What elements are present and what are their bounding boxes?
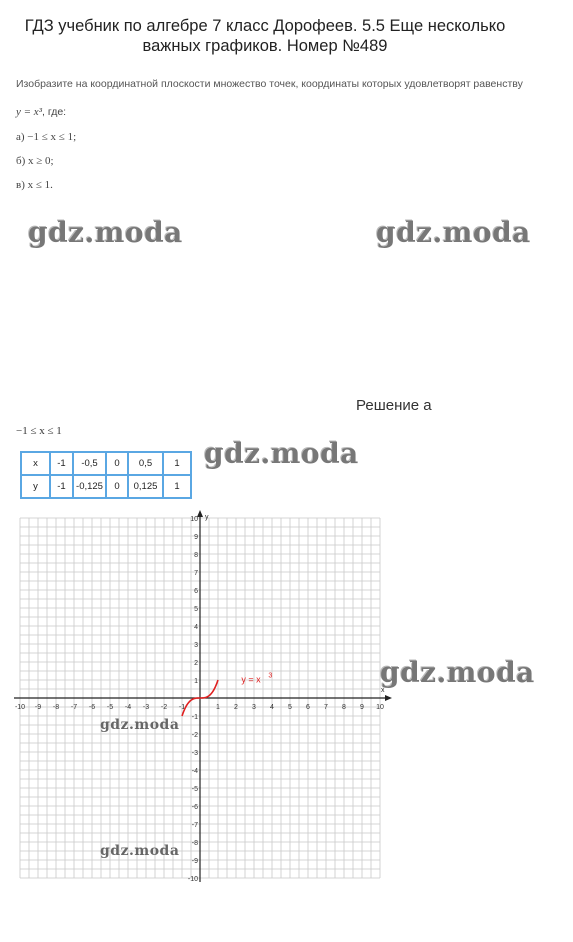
watermark: gdz.moda [376,216,531,249]
table-cell: 1 [163,452,191,475]
y-tick-label: -5 [191,786,198,793]
x-axis-arrow [385,695,392,701]
task-item-c: в) x ≤ 1. [16,179,53,191]
x-tick-label: 1 [216,704,220,711]
y-tick-label: -3 [191,750,198,757]
x-tick-label: -10 [14,704,26,711]
y-tick-label: -6 [191,804,198,811]
table-cell: 1 [163,475,191,498]
x-tick-label: 7 [324,704,328,711]
table-cell: -1 [50,452,73,475]
table-cell: y [21,475,50,498]
table-cell: x [21,452,50,475]
x-tick-label: -6 [88,704,96,711]
y-tick-label: -10 [187,876,198,883]
x-tick-label: -3 [142,704,150,711]
table-cell: 0 [106,475,128,498]
x-tick-label: 6 [306,704,310,711]
y-tick-label: 1 [194,678,198,685]
table-cell: 0 [106,452,128,475]
task-text: Изобразите на координатной плоскости множество точек, координаты которых удовлетворят равенству [16,78,523,90]
table-cell: 0,125 [128,475,163,498]
task-equation: y = x³ [16,106,42,118]
y-tick-label: 8 [194,552,198,559]
values-table [20,451,192,499]
table-cell: -1 [50,475,73,498]
task-equation-suffix: , где: [42,106,67,118]
table-cell: -0,5 [73,452,106,475]
y-tick-label: 7 [194,570,198,577]
watermark: gdz.moda [28,216,183,249]
table-row [21,452,191,475]
y-tick-label: -4 [191,768,198,775]
y-axis-label: y [205,514,209,521]
curve-label-exponent: 3 [268,672,273,680]
x-tick-label: -5 [106,704,114,711]
solution-heading: Решение а [356,397,432,414]
x-tick-label: -4 [124,704,132,711]
x-tick-label: 8 [342,704,346,711]
x-tick-label: 3 [252,704,256,711]
table-row [21,475,191,498]
range-label: −1 ≤ x ≤ 1 [16,425,62,437]
y-tick-label: -9 [191,858,198,865]
x-tick-label: -9 [34,704,42,711]
x-tick-label: -7 [70,704,78,711]
watermark: gdz.moda [100,717,180,733]
task-item-b: б) x ≥ 0; [16,155,54,167]
x-tick-label: -1 [178,704,186,711]
x-tick-label: 9 [360,704,364,711]
x-tick-label: 10 [376,704,384,711]
watermark: gdz.moda [380,656,535,689]
y-tick-label: -7 [191,822,198,829]
task-item-a: а) −1 ≤ x ≤ 1; [16,131,77,143]
x-axis-label: x [381,687,385,694]
curve-label: y = x [241,674,261,685]
y-tick-label: 9 [194,534,198,541]
y-tick-label: 3 [194,642,198,649]
y-tick-label: 2 [194,660,198,667]
y-tick-label: 10 [190,516,198,523]
page-title: ГДЗ учебник по алгебре 7 класс Дорофеев. 5.5 Еще несколько важных графиков. Номер №489 [24,17,506,55]
x-tick-label: 2 [234,704,238,711]
y-tick-label: -1 [191,714,198,721]
y-tick-label: 5 [194,606,198,613]
table-cell: -0,125 [73,475,106,498]
y-tick-label: 4 [194,624,198,631]
y-tick-label: 6 [194,588,198,595]
coordinate-plane [0,510,400,896]
y-tick-label: -8 [191,840,198,847]
x-tick-label: 4 [270,704,274,711]
x-tick-label: -8 [52,704,60,711]
watermark: gdz.moda [204,437,359,470]
table-cell: 0,5 [128,452,163,475]
task-equation-line [16,106,66,118]
x-tick-label: 5 [288,704,292,711]
x-tick-label: -2 [160,704,168,711]
watermark: gdz.moda [100,843,180,859]
y-tick-label: -2 [191,732,198,739]
